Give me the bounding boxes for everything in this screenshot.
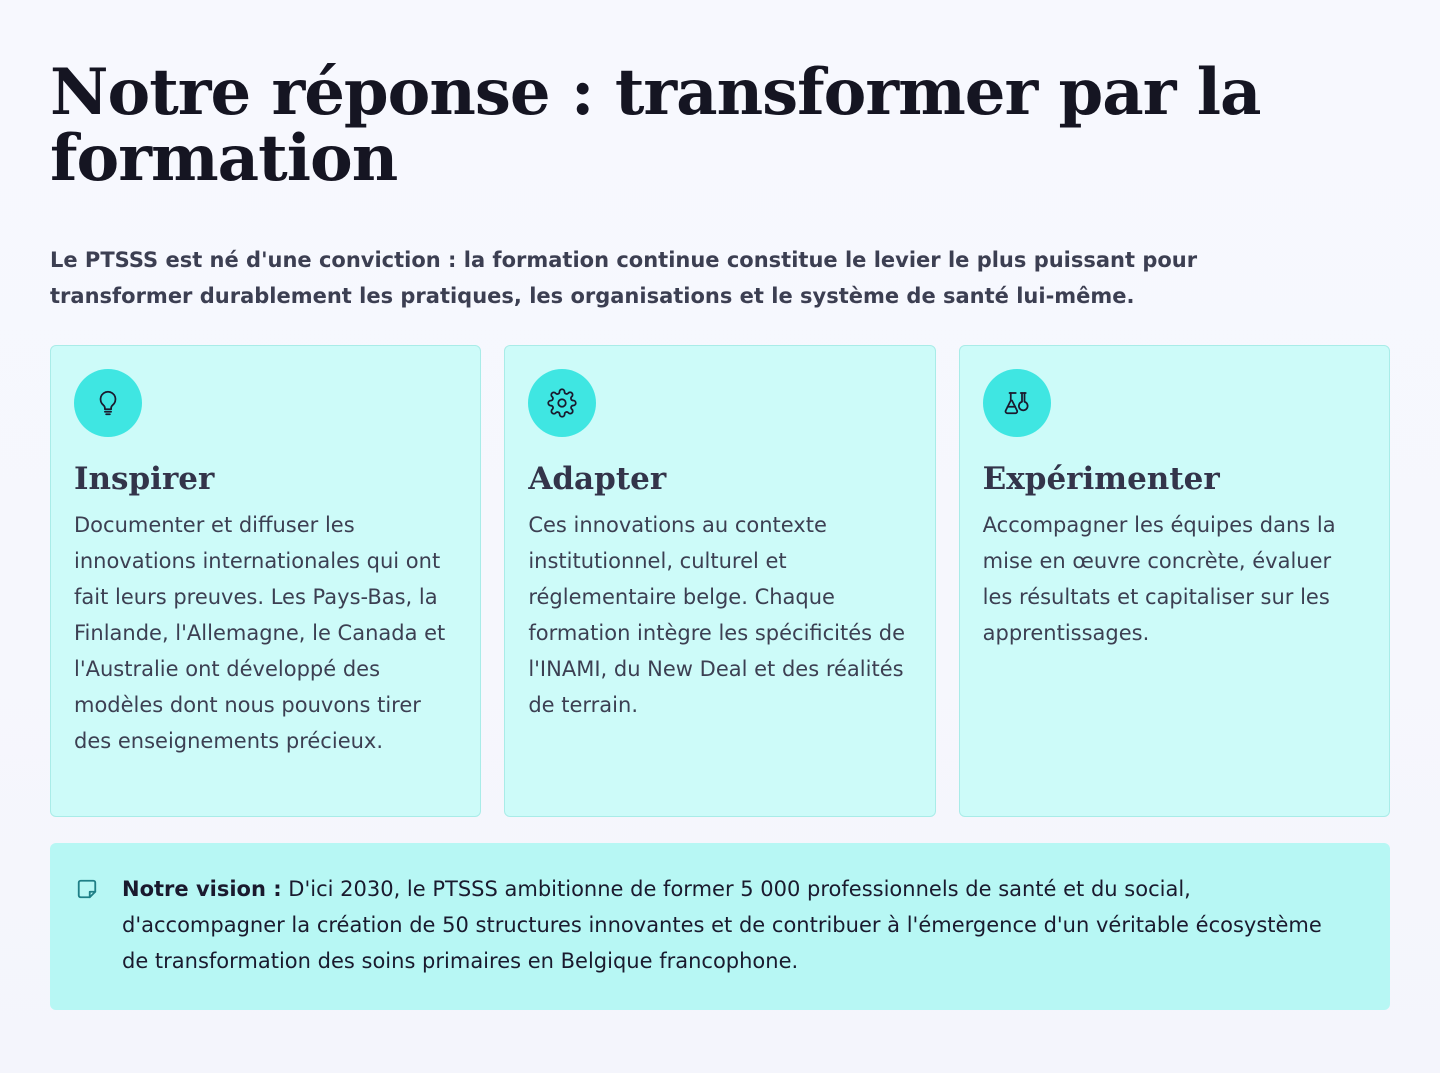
page-section [50,55,1390,973]
page-title: Notre réponse : transformer par la formation [50,55,1261,196]
intro-paragraph: Le PTSSS est né d'une conviction : la formation continue constitue le levier le plus puissant pour transformer durablement les pratiques, les organisations et le système de santé lui-même. [50,248,1198,308]
card-experimenter [959,345,1390,817]
flask-icon [983,369,1051,437]
card-title: Expérimenter [982,461,1220,497]
card-text: Accompagner les équipes dans la mise en œuvre concrète, évaluer les résultats et capitaliser sur les apprentissages. [982,513,1336,645]
card-title: Adapter [528,461,667,497]
vision-text: D'ici 2030, le PTSSS ambitionne de former 5 000 professionnels de santé et du social, d'accompagner la création de 50 structures innovantes et de contribuer à l'émergence d'un véritable écosystème de transformation des soins primaires en Belgique francophone. [122,877,1322,973]
card-text: Ces innovations au contexte institutionnel, culturel et réglementaire belge. Chaque formation intègre les spécificités de l'INAMI, du New Deal et des réalités de terrain. [528,513,906,717]
card-title: Inspirer [74,461,215,497]
vision-callout [50,843,1390,1010]
vision-paragraph [122,871,1340,979]
card-text: Documenter et diffuser les innovations internationales qui ont fait leurs preuves. Les Pays-Bas, la Finlande, l'Allemagne, le Canada et l'Australie ont développé des modèles dont nous pouvons tirer des enseignements précieux. [74,513,446,753]
pillars-cards [50,345,1390,817]
gear-icon [528,369,596,437]
card-inspirer [50,345,481,817]
lightbulb-icon [74,369,142,437]
note-icon [76,878,98,900]
vision-label: Notre vision : [122,877,282,901]
card-adapter [504,345,935,817]
